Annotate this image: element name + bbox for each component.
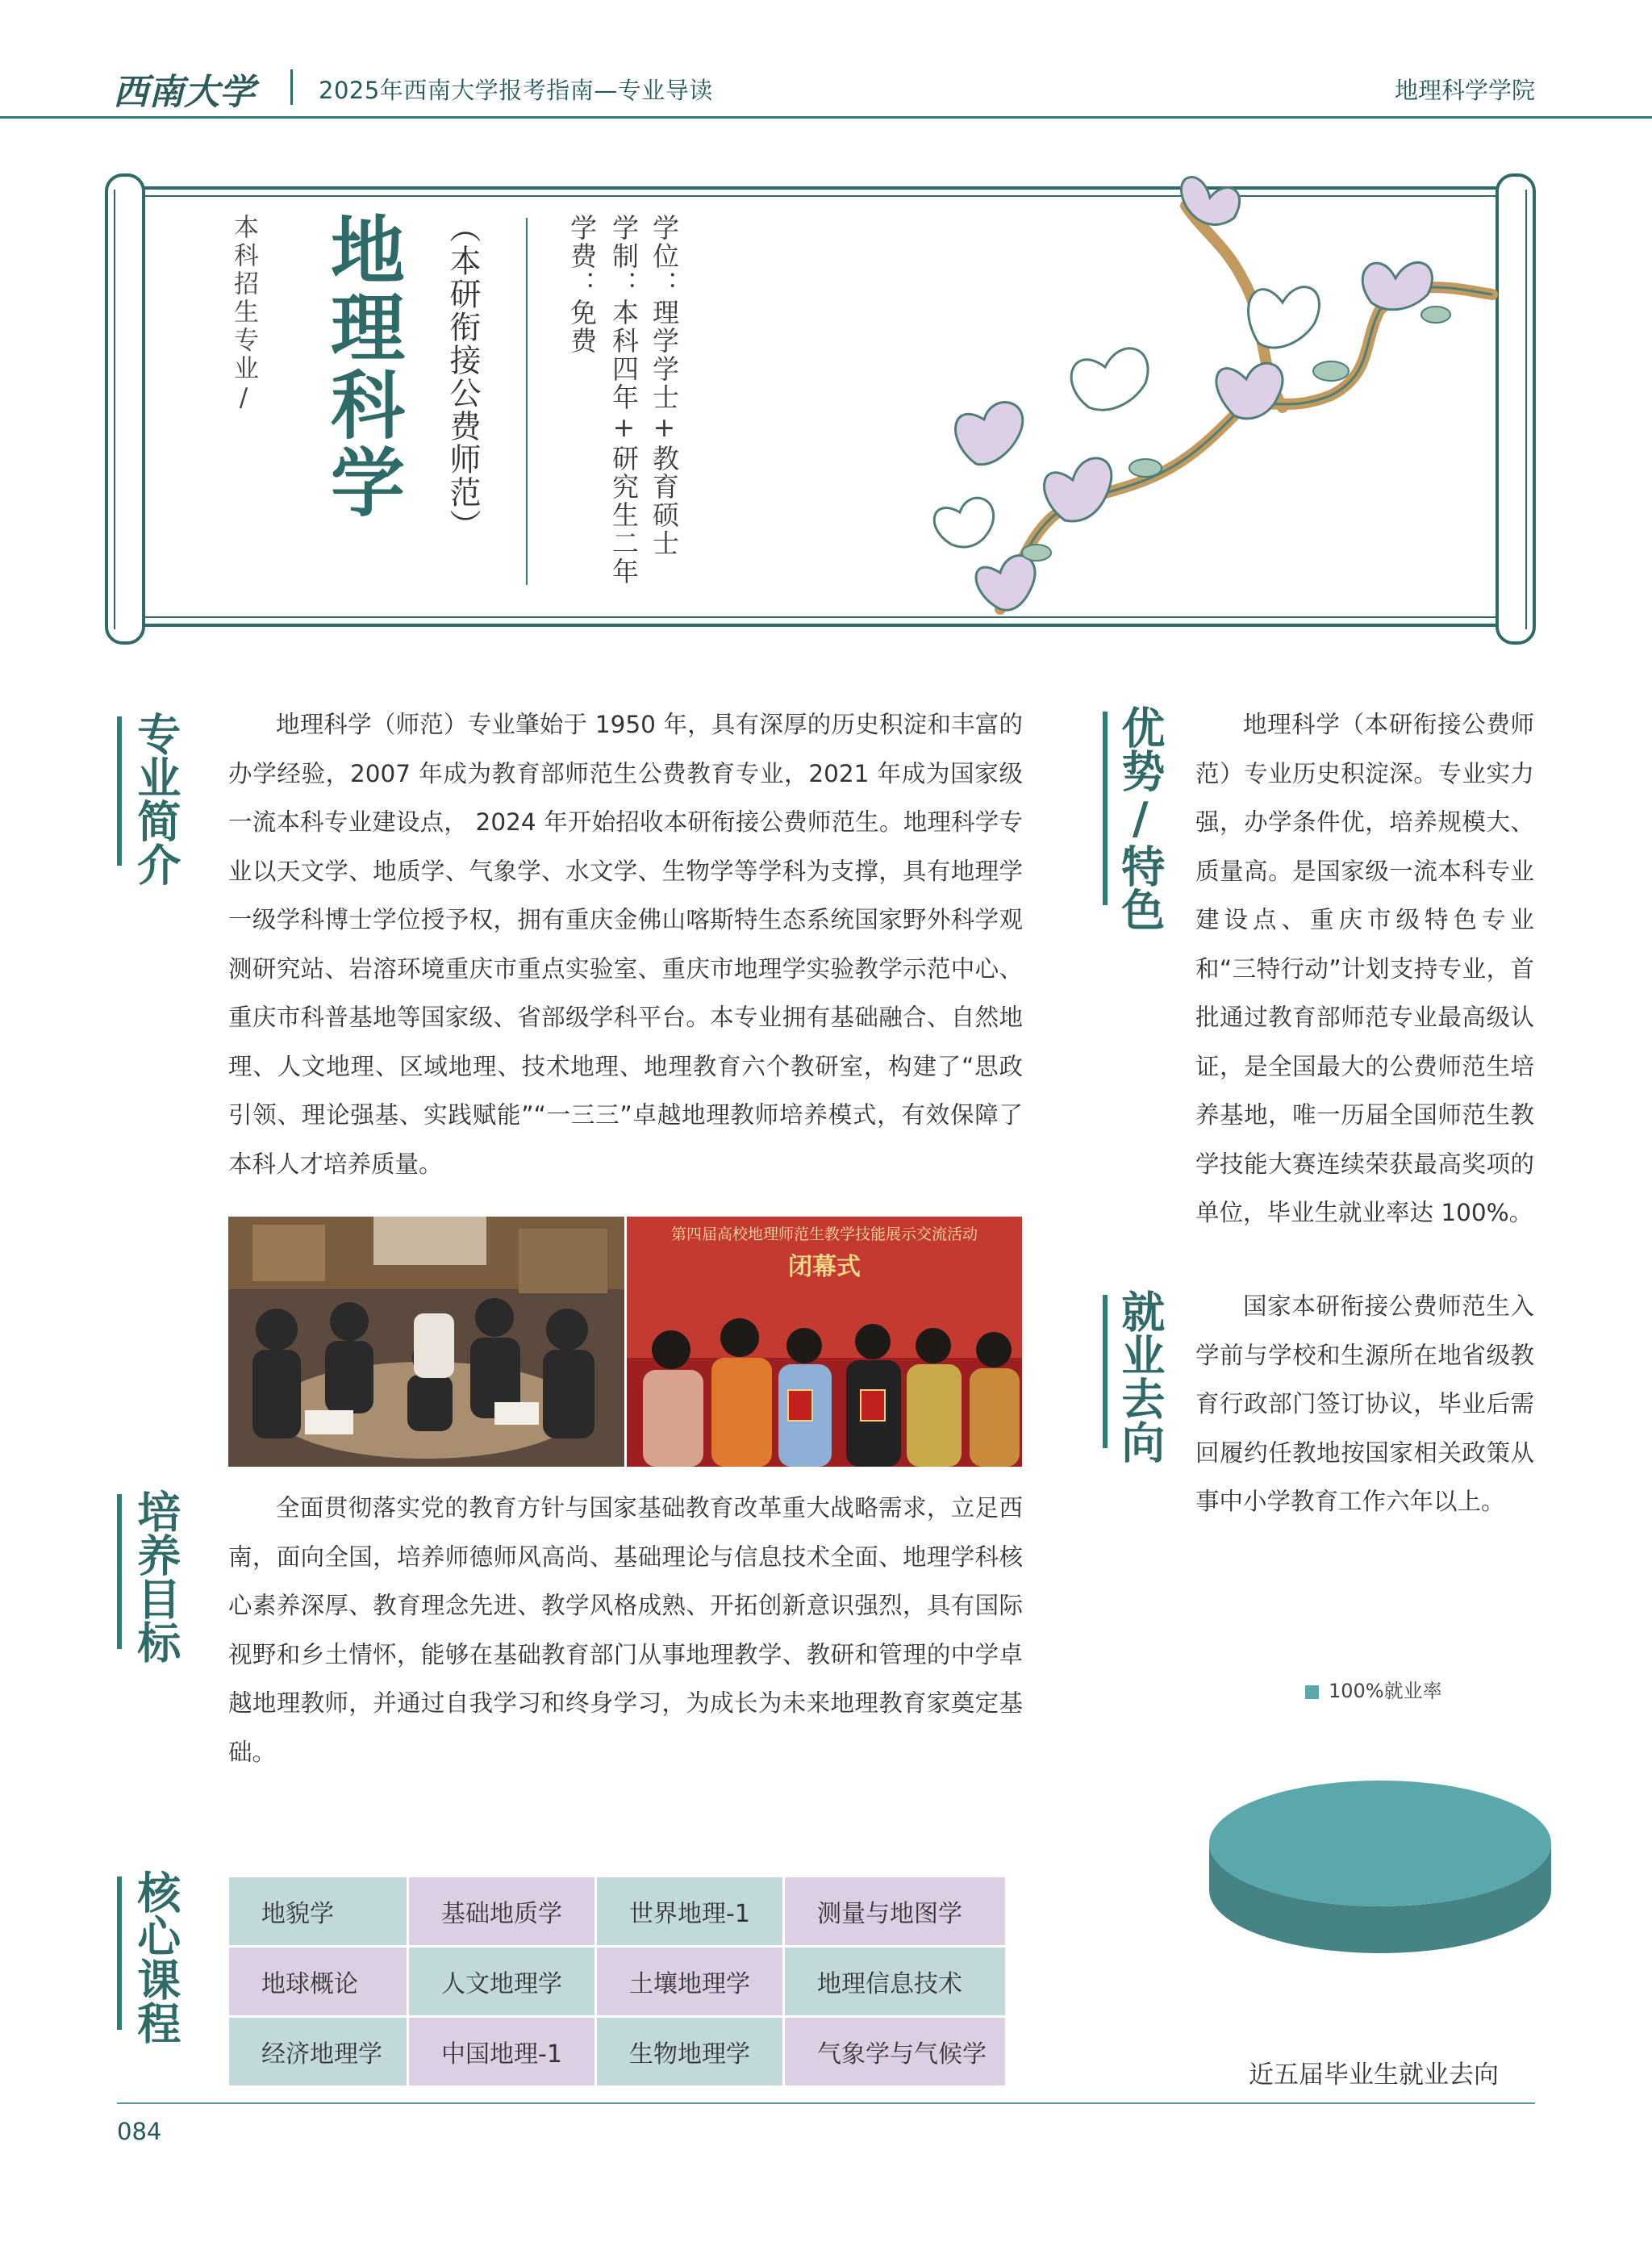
page-number: 084 bbox=[117, 2118, 162, 2145]
tuition-info: 学费：免费 bbox=[566, 214, 598, 355]
employment-section-bar bbox=[1103, 1295, 1108, 1448]
course-cell: 土壤地理学 bbox=[597, 1948, 782, 2015]
header-divider bbox=[0, 116, 1652, 119]
table-row bbox=[229, 2018, 1005, 2085]
goals-section-title: 培养目标 bbox=[130, 1489, 182, 1664]
header-separator bbox=[290, 69, 293, 105]
duration-info: 学制：本科四年+研究生二年 bbox=[608, 214, 640, 586]
intro-section-bar bbox=[117, 716, 122, 866]
intro-section-title: 专业简介 bbox=[130, 712, 182, 886]
chart-title: 近五届毕业生就业去向 bbox=[1249, 2060, 1499, 2090]
scroll-divider bbox=[526, 218, 528, 585]
college-name: 地理科学学院 bbox=[1394, 77, 1535, 104]
ceremony-photo bbox=[627, 1217, 1022, 1467]
intro-paragraph bbox=[228, 700, 1023, 1188]
magnolia-illustration bbox=[879, 173, 1508, 674]
advantages-section-title: 优势/特色 bbox=[1114, 705, 1166, 931]
course-cell: 中国地理-1 bbox=[409, 2018, 594, 2085]
advantages-section-bar bbox=[1103, 712, 1108, 905]
chart-legend bbox=[1305, 1675, 1442, 1703]
employment-paragraph bbox=[1195, 1282, 1534, 1526]
course-cell: 气象学与气候学 bbox=[785, 2018, 1005, 2085]
university-logo bbox=[113, 66, 266, 115]
employment-pie-chart bbox=[1191, 1755, 1570, 1997]
goals-section-bar bbox=[117, 1494, 122, 1649]
course-cell: 生物地理学 bbox=[597, 2018, 782, 2085]
guide-title: 2025年西南大学报考指南—专业导读 bbox=[319, 77, 713, 104]
legend-label: 100%就业率 bbox=[1329, 1680, 1442, 1702]
core-courses-table bbox=[227, 1875, 1007, 2088]
goals-paragraph bbox=[228, 1484, 1023, 1776]
major-title: 地理科学 bbox=[319, 211, 406, 521]
course-cell: 世界地理-1 bbox=[597, 1877, 782, 1945]
employment-section-title: 就业去向 bbox=[1114, 1289, 1166, 1463]
field-trip-photo bbox=[228, 1217, 624, 1467]
course-cell: 地貌学 bbox=[229, 1877, 407, 1945]
ceremony-title-text: 闭幕式 bbox=[788, 1253, 861, 1281]
course-cell: 人文地理学 bbox=[409, 1948, 594, 2015]
goals-text: 全面贯彻落实党的教育方针与国家基础教育改革重大战略需求，立足西南，面向全国，培养师德师风高尚、基础理论与信息技术全面、地理学科核心素养深厚、教育理念先进、教学风格成熟、开拓创新意识强烈，具有国际视野和乡土情怀，能够在基础教育部门从事地理教学、教研和管理的中学卓越地理教师，并通过自我学习和终身学习，为成长为未来地理教育家奠定基础。 bbox=[228, 1494, 1023, 1766]
course-cell: 经济地理学 bbox=[229, 2018, 407, 2085]
pie-slice bbox=[1209, 1781, 1551, 1906]
course-cell: 地理信息技术 bbox=[785, 1948, 1005, 2015]
courses-section-bar bbox=[117, 1877, 122, 2030]
intro-text: 地理科学（师范）专业肇始于 1950 年，具有深厚的历史积淀和丰富的办学经验，2007 年成为教育部师范生公费教育专业，2021 年成为国家级一流本科专业建设点， 2024 年开始招收本研衔接公费师范生。地理科学专业以天文学、地质学、气象学、水文学、生物学等学科为支撑，具有地理学一级学科博士学位授予权，拥有重庆金佛山喀斯特生态系统国家野外科学观测研究站、岩溶环境重庆市重点实验室、重庆市地理学实验教学示范中心、重庆市科普基地等国家级、省部级学科平台。本专业拥有基础融合、自然地理、人文地理、区域地理、技术地理、地理教育六个教研室，构建了“思政引领、理论强基、实践赋能”“一三三”卓越地理教师培养模式，有效保障了本科人才培养质量。 bbox=[228, 711, 1023, 1178]
table-row bbox=[229, 1877, 1005, 1945]
advantages-paragraph bbox=[1195, 700, 1534, 1238]
logo-text: 西南大学 bbox=[113, 72, 255, 113]
course-cell: 基础地质学 bbox=[409, 1877, 594, 1945]
legend-swatch bbox=[1305, 1685, 1319, 1699]
courses-section-title: 核心课程 bbox=[130, 1870, 182, 2044]
category-label: 本科招生专业/ bbox=[229, 214, 258, 415]
table-row bbox=[229, 1948, 1005, 2015]
ceremony-banner-text: 第四届高校地理师范生教学技能展示交流活动 bbox=[670, 1225, 978, 1243]
course-cell: 测量与地图学 bbox=[785, 1877, 1005, 1945]
advantages-text: 地理科学（本研衔接公费师范）专业历史积淀深。专业实力强，办学条件优，培养规模大、质量高。是国家级一流本科专业建设点、重庆市级特色专业和“三特行动”计划支持专业，首批通过教育部师范专业最高级认证，是全国最大的公费师范生培养基地，唯一历届全国师范生教学技能大赛连续荣获最高奖项的单位，毕业生就业率达 100%。 bbox=[1195, 711, 1534, 1226]
employment-text: 国家本研衔接公费师范生入学前与学校和生源所在地省级教育行政部门签订协议，毕业后需回履约任教地按国家相关政策从事中小学教育工作六年以上。 bbox=[1195, 1292, 1534, 1515]
footer-divider bbox=[117, 2102, 1535, 2104]
major-subtitle: （本研衔接公费师范） bbox=[444, 211, 481, 542]
course-cell: 地球概论 bbox=[229, 1948, 407, 2015]
degree-info: 学位：理学学士+教育硕士 bbox=[649, 214, 680, 557]
